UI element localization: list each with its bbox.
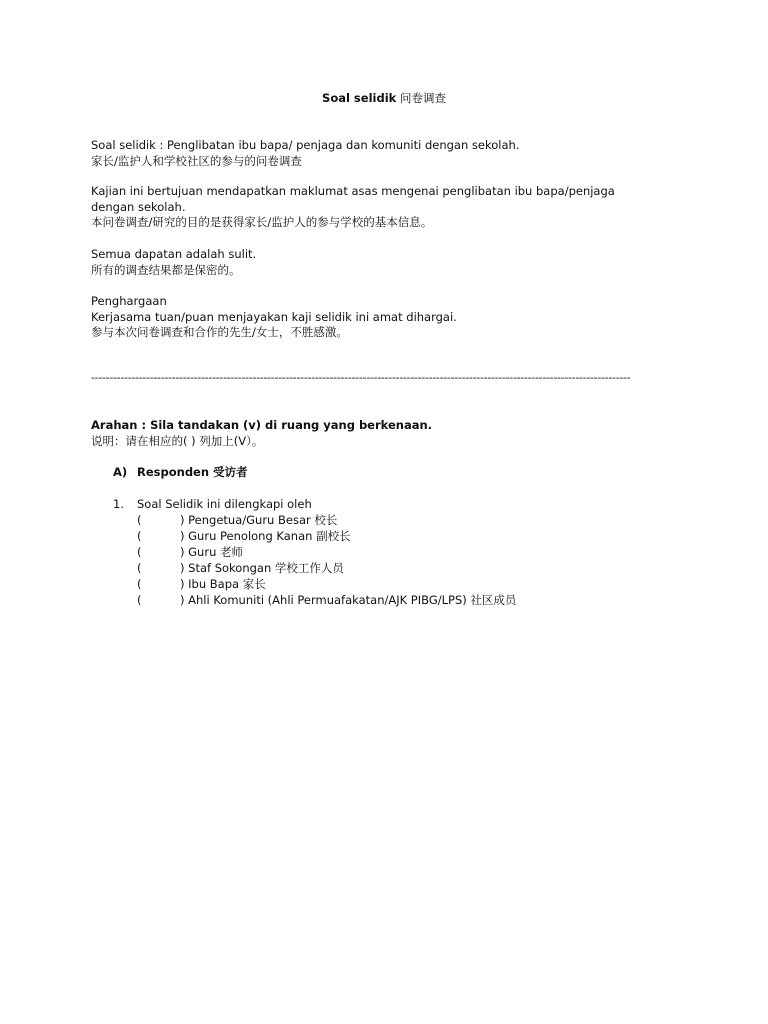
purpose-line-2: dengan sekolah. xyxy=(91,199,186,214)
option-checkbox[interactable]: ( xyxy=(137,513,142,527)
intro-line-2: 家长/监护人和学校社区的参与的问卷调查 xyxy=(91,153,302,168)
option-label: ) Ahli Komuniti (Ahli Permuafakatan/AJK PIBG/LPS) 社区成员 xyxy=(180,593,517,607)
option-checkbox[interactable]: ( xyxy=(137,577,142,591)
thanks-line-2: 参与本次问卷调查和合作的先生/女士，不胜感激。 xyxy=(91,325,348,339)
purpose-line-1: Kajian ini bertujuan mendapatkan maklumat asas mengenai penglibatan ibu bapa/penjaga xyxy=(91,184,615,198)
intro-line-1: Soal selidik : Penglibatan ibu bapa/ penjaga dan komuniti dengan sekolah. xyxy=(91,138,520,152)
purpose-paragraph xyxy=(91,184,691,231)
section-a-label: Responden 受访者 xyxy=(137,465,248,479)
section-divider: --------------------------------------------------------------------------------------------------------------------------------------------------- xyxy=(91,372,631,384)
thanks-paragraph xyxy=(91,294,691,341)
instruction-bold: Arahan : Sila tandakan (v) di ruang yang berkenaan. xyxy=(91,418,433,432)
option-checkbox[interactable]: ( xyxy=(137,529,142,543)
thanks-line-1: Kerjasama tuan/puan menjayakan kaji selidik ini amat dihargai. xyxy=(91,309,457,324)
purpose-line-3: 本问卷调查/研究的目的是获得家长/监护人的参与学校的基本信息。 xyxy=(91,215,433,229)
option-pengetua[interactable] xyxy=(137,512,516,528)
option-guru-penolong-kanan[interactable] xyxy=(137,528,516,544)
question-1-number: 1. xyxy=(113,497,124,511)
instruction-paragraph xyxy=(91,418,691,449)
option-checkbox[interactable]: ( xyxy=(137,593,142,607)
confidential-line-1: Semua dapatan adalah sulit. xyxy=(91,247,257,261)
title-bold: Soal selidik xyxy=(322,91,397,105)
option-label: ) Pengetua/Guru Besar 校长 xyxy=(180,513,338,527)
instruction-cn: 说明：请在相应的( ) 列加上(V）。 xyxy=(91,433,264,448)
question-1-options xyxy=(137,512,516,608)
section-a-heading xyxy=(113,464,248,480)
thanks-heading: Penghargaan xyxy=(91,294,167,308)
confidential-paragraph xyxy=(91,247,691,278)
option-guru[interactable] xyxy=(137,544,516,560)
section-a-letter: A) xyxy=(113,465,128,479)
question-1-text: Soal Selidik ini dilengkapi oleh xyxy=(137,497,312,511)
page-title xyxy=(0,90,768,106)
option-label: ) Ibu Bapa 家长 xyxy=(180,577,266,591)
option-label: ) Staf Sokongan 学校工作人员 xyxy=(180,561,344,575)
option-label: ) Guru 老师 xyxy=(180,545,244,559)
option-ahli-komuniti[interactable] xyxy=(137,592,516,608)
title-cn: 问卷调查 xyxy=(399,91,446,105)
option-checkbox[interactable]: ( xyxy=(137,545,142,559)
option-label: ) Guru Penolong Kanan 副校长 xyxy=(180,529,351,543)
option-staf-sokongan[interactable] xyxy=(137,560,516,576)
option-checkbox[interactable]: ( xyxy=(137,561,142,575)
option-ibu-bapa[interactable] xyxy=(137,576,516,592)
confidential-line-2: 所有的调查结果都是保密的。 xyxy=(91,262,241,277)
intro-paragraph xyxy=(91,138,691,169)
question-1 xyxy=(113,496,312,512)
